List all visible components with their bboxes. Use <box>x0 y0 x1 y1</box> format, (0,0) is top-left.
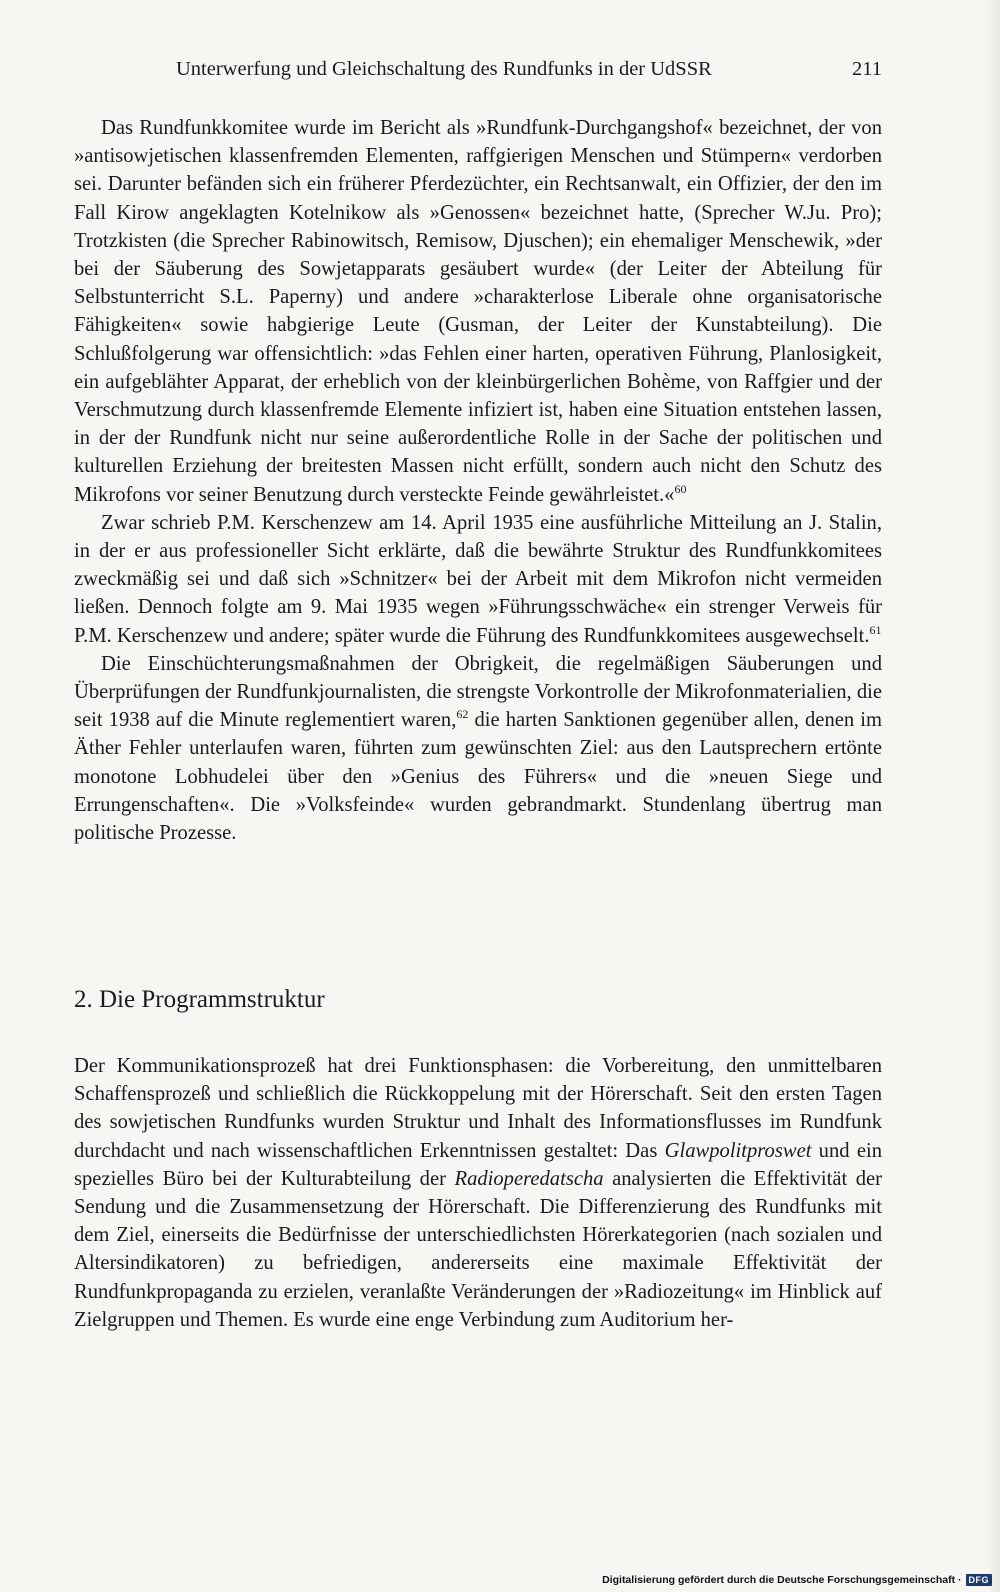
section-text-1: Der Kommunikationsprozeß hat drei Funktionsphasen: die Vorbereitung, den unmittelbaren Schaffensprozeß und schließlich die Rückkoppelung mit der Hörerschaft. Seit den ersten Tagen des sowjetischen Rundfunks wurden Struktur und Inhalt des Informationsflusses im Rundfunk durchdacht und nach wissenschaftlichen Erkenntnissen gestaltet: Das <box>74 1055 882 1162</box>
section-text-2: und ein spezielles Büro bei der Kulturabteilung der <box>74 1139 882 1190</box>
section-heading: 2. Die Programmstruktur <box>74 986 325 1013</box>
digitization-footer <box>602 1574 992 1586</box>
paragraph-3-text-a: Die Einschüchterungsmaßnahmen der Obrigkeit, die regelmäßigen Säuberungen und Überprüfungen der Rundfunkjournalisten, die strengste Vorkontrolle der Mikrofonmaterialien, die seit 1938 auf die Minute reglementiert waren, <box>74 652 882 732</box>
footnote-ref-62: 62 <box>456 707 469 722</box>
running-title: Unterwerfung und Gleichschaltung des Rundfunks in der UdSSR <box>176 58 712 80</box>
footnote-ref-61: 61 <box>869 622 882 637</box>
section-paragraph <box>74 1052 882 1334</box>
term-glawpolitproswet: Glawpolitproswet <box>664 1139 812 1162</box>
paragraph-1-text: Das Rundfunkkomitee wurde im Bericht als »Rundfunk-Durchgangshof« bezeichnet, der von »antisowjetischen klassenfremden Elementen, raffgierigen Menschen und Stümpern« verdorben sei. Darunter befänden sich ein früherer Pferdezüchter, ein Rechtsanwalt, ein Offizier, der den im Fall Kirow angeklagten Kotelnikow als »Genossen« bezeichnet hatte, (Sprecher W.Ju. Pro); Trotzkisten (die Sprecher Rabinowitsch, Remisow, Djuschen); ein ehemaliger Menschewik, »der bei der Säuberung des Sowjetapparats gesäubert wurde« (der Leiter der Abteilung für Selbstunterricht S.L. Paperny) und andere »charakterlose Liberale ohne organisatorische Fähigkeiten« sowie habgierige Leute (Gusman, der Leiter der Kunstabteilung). Die Schlußfolgerung war offensichtlich: »das Fehlen einer harten, operativen Führung, Planlosigkeit, ein aufgeblähter Apparat, der erheblich von der kleinbürgerlichen Bohème, von Raffgier und der Verschmutzung durch klassenfremde Elemente infiziert ist, haben eine Situation entstehen lassen, in der der Rundfunk nicht nur seine außerordentliche Rolle in der Sache der politischen und kulturellen Erziehung der breitesten Massen nicht erfüllt, sondern auch nicht den Schutz des Mikrofons vor seiner Benutzung durch versteckte Feinde gewährleistet.« <box>74 117 882 506</box>
section-body <box>74 1052 882 1334</box>
page-edge-shadow <box>986 0 1000 1592</box>
paragraph-2 <box>74 509 882 650</box>
paragraph-3-text-b: die harten Sanktionen gegenüber allen, denen im Äther Fehler unterlaufen waren, führten zum gewünschten Ziel: aus den Lautsprechern ertönte monotone Lobhudelei über den »Genius des Führers« und die »neuen Siege und Errungenschaften«. Die »Volksfeinde« wurden gebrandmarkt. Stundenlang übertrug man politische Prozesse. <box>74 709 882 845</box>
section-text-3: analysierten die Effektivität der Sendung und die Zusammensetzung der Hörerschaft. Die Differenzierung des Rundfunks mit dem Ziel, einerseits die Bedürfnisse der unterschiedlichsten Hörerkategorien (nach sozialen und Altersindikatoren) zu befriedigen, andererseits eine maximale Effektivität der Rundfunkpropaganda zu erzielen, veranlaßte Veränderungen der »Radiozeitung« im Hinblick auf Zielgruppen und Themen. Es wurde eine enge Verbindung zum Auditorium her- <box>74 1167 882 1331</box>
paragraph-1 <box>74 114 882 509</box>
page-number: 211 <box>852 58 882 80</box>
body-text <box>74 114 882 847</box>
paragraph-2-text: Zwar schrieb P.M. Kerschenzew am 14. April 1935 eine ausführliche Mitteilung an J. Stalin, in der er aus professioneller Sicht erklärte, daß die bewährte Struktur des Rundfunkkomitees zweckmäßig sei und daß sich »Schnitzer« bei der Arbeit mit dem Mikrofon nicht vermeiden ließen. Dennoch folgte am 9. Mai 1935 wegen »Führungsschwäche« ein strenger Verweis für P.M. Kerschenzew und andere; später wurde die Führung des Rundfunkkomitees ausgewechselt. <box>74 511 882 647</box>
paragraph-3 <box>74 650 882 847</box>
footnote-ref-60: 60 <box>674 481 687 496</box>
footer-text: Digitalisierung gefördert durch die Deutsche Forschungsgemeinschaft · <box>602 1574 962 1586</box>
term-radioperedatscha: Radioperedatscha <box>454 1167 604 1190</box>
dfg-logo: DFG <box>966 1574 993 1586</box>
